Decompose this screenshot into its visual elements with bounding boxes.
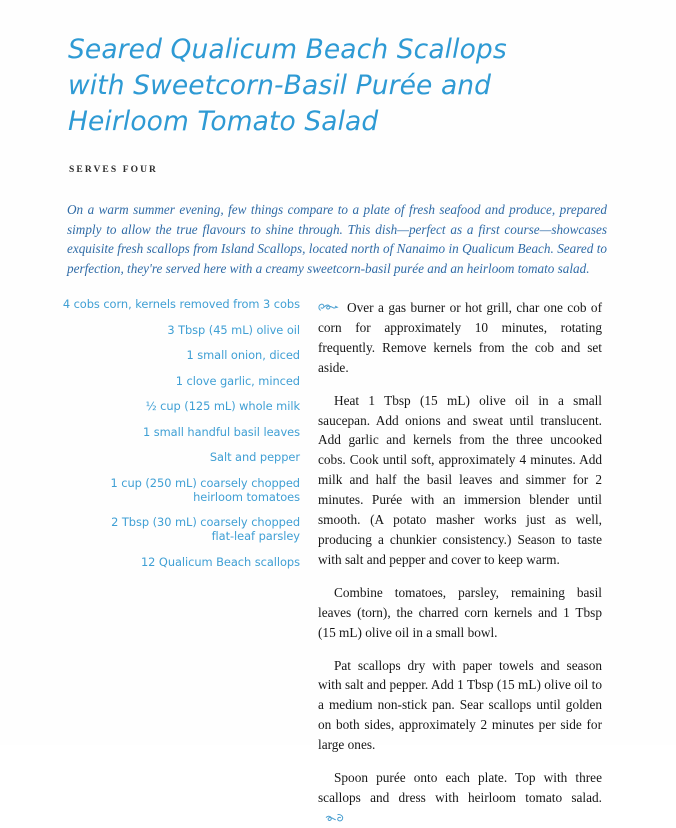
ingredient-text: 4 cobs corn, kernels removed from 3 cobs: [62, 297, 300, 311]
title-line-3: Heirloom Tomato Salad: [68, 106, 379, 137]
method-step-5: [318, 768, 602, 828]
list-item: [60, 298, 300, 310]
ingredient-text: 1 cup (250 mL) coarsely chopped: [110, 475, 300, 490]
page-title: [68, 32, 588, 140]
list-item: [60, 400, 300, 412]
ingredient-text: ½ cup (125 mL) whole milk: [145, 399, 300, 413]
list-item: [60, 324, 300, 336]
intro-paragraph: On a warm summer evening, few things compare to a plate of fresh seafood and produce, prepared simply to allow the true flavours to shine through. This dish—perfect as a first course—showcases exquisite fresh scallops from Island Scallops, located north of Nanaimo in Qualicum Beach. Seared to perfection, they're served here with a creamy sweetcorn-basil purée and an heirloom tomato salad.: [67, 202, 607, 276]
list-item: [60, 426, 300, 438]
list-item: [60, 375, 300, 387]
list-item: [60, 556, 300, 568]
ingredient-text-continued: heirloom tomatoes: [193, 489, 300, 504]
ingredient-text: 1 small onion, diced: [186, 348, 300, 362]
ingredient-text: 1 clove garlic, minced: [175, 373, 300, 388]
ingredient-text: 2 Tbsp (30 mL) coarsely chopped: [111, 515, 300, 529]
method-step-1: [318, 298, 602, 378]
method-step-3: Combine tomatoes, parsley, remaining basil leaves (torn), the charred corn kernels and 1 Tbsp (15 mL) olive oil in a small bowl.: [318, 584, 602, 640]
ingredient-text: Salt and pepper: [209, 450, 300, 464]
method-step-5-text: Spoon purée onto each plate. Top with three scallops and dress with heirloom tomato salad.: [318, 770, 602, 805]
list-item: [60, 451, 300, 463]
list-item: [60, 349, 300, 361]
method-steps: [318, 298, 602, 828]
ingredient-text-continued: flat-leaf parsley: [211, 529, 300, 543]
ingredients-list: [60, 298, 300, 581]
ingredient-text: 1 small handful basil leaves: [142, 424, 300, 439]
method-step-1-text: Over a gas burner or hot grill, char one cob of corn for approximately 10 minutes, rotating frequently. Remove kernels from the cob and set aside.: [318, 300, 602, 375]
serves-label: SERVES FOUR: [69, 165, 159, 175]
list-item: [60, 477, 300, 503]
ingredient-text: 3 Tbsp (45 mL) olive oil: [167, 322, 300, 337]
list-item: [60, 516, 300, 542]
closing-flourish-ornament-icon: [325, 812, 355, 825]
title-line-2: with Sweetcorn-Basil Purée and: [68, 70, 492, 101]
method-step-2: Heat 1 Tbsp (15 mL) olive oil in a small saucepan. Add onions and sweat until translucent. Add garlic and kernels from the three uncooked cobs. Cook until soft, approximately 4 minutes. Add milk and half the basil leaves and simmer for 2 minutes. Purée with an immersion blender until smooth. (A potato masher works just as well, producing a chunkier consistency.) Season to taste with salt and pepper and cover to keep warm.: [318, 392, 602, 567]
flourish-ornament-icon: [318, 301, 344, 314]
ingredient-text: 12 Qualicum Beach scallops: [140, 554, 300, 569]
title-line-1: Seared Qualicum Beach Scallops: [68, 34, 507, 65]
method-step-4: Pat scallops dry with paper towels and season with salt and pepper. Add 1 Tbsp (15 mL) olive oil to a medium non-stick pan. Sear scallops until golden on both sides, approximately 2 minutes per side for large ones.: [318, 657, 602, 753]
